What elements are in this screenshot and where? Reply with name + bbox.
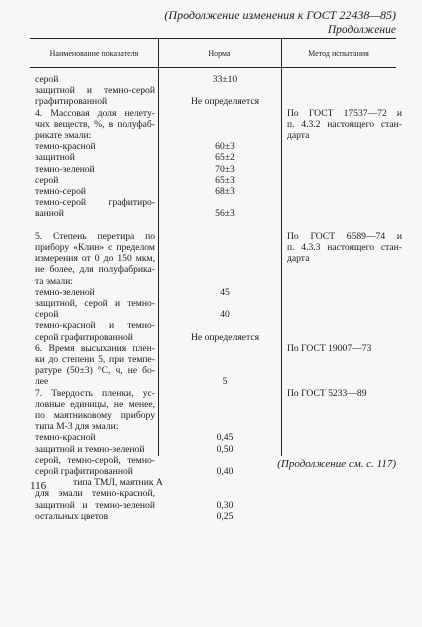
test-method: По ГОСТ 19007—73: [287, 342, 372, 354]
indicator-text: защитной и темно-серой: [35, 85, 155, 97]
norm-value: 0,25: [216, 510, 234, 522]
indicator-text: серой графитированной: [35, 466, 133, 477]
indicator-text: 6. Время высыхания плен-: [35, 342, 155, 354]
table-top-rule: [30, 38, 396, 39]
indicator-text: типа М-3 для эмали:: [35, 421, 119, 433]
column-header-method: Метод испытания: [308, 49, 369, 58]
continuation-label: Продолжение: [327, 24, 396, 36]
header-bottom-rule: [30, 67, 396, 68]
indicator-text: серой: [35, 174, 59, 186]
indicator-text: серой, темно-серой, темно-: [35, 454, 155, 466]
indicator-text: 5. Степень перетира по: [35, 230, 155, 242]
indicator-text: для эмали темно-красной,: [35, 488, 155, 500]
indicator-text: темно-зеленой: [35, 163, 95, 175]
indicator-text: 7. Твердость пленки, ус-: [35, 387, 155, 399]
indicator-text: типа ТМЛ, маятник А: [73, 477, 163, 489]
column-header-norm: Норма: [208, 49, 231, 58]
column-divider-1: [158, 38, 159, 456]
indicator-text: 4. Массовая доля нелету-: [35, 107, 155, 119]
norm-value: 5: [222, 376, 228, 388]
indicator-text: ловные единицы, не менее,: [35, 398, 155, 410]
indicator-text: темно-серой графитиро-: [35, 197, 155, 209]
norm-value: 40: [220, 309, 230, 321]
norm-value: Не определяется: [190, 96, 260, 108]
indicator-text: измерения от 0 до 150 мкм,: [35, 253, 155, 265]
test-method: п. 4.3.2 настоящего стан-: [287, 118, 402, 130]
test-method: По ГОСТ 17537—72 и: [287, 107, 402, 119]
indicator-text: защитной: [35, 152, 75, 164]
test-method: По ГОСТ 5233—89: [287, 387, 367, 399]
indicator-text: ратуре (50±3) °С, ч, не бо-: [35, 365, 155, 377]
norm-value: 68±3: [215, 186, 235, 197]
indicator-text: та эмали:: [35, 275, 73, 287]
indicator-text: темно-красной и темно-: [35, 320, 155, 332]
indicator-text: серой графитированной: [35, 331, 133, 343]
norm-value: Не определяется: [190, 331, 260, 343]
norm-value: 56±3: [215, 208, 235, 220]
indicator-text: серой: [35, 74, 59, 85]
test-method: дарта: [287, 130, 310, 141]
indicator-text: защитной и темно-зеленой: [35, 499, 155, 511]
norm-value: 65±2: [215, 152, 235, 164]
norm-value: 0,50: [216, 443, 234, 455]
indicator-text: чих веществ, %, в полуфаб-: [35, 118, 155, 130]
footer-continuation: (Продолжение см. с. 117): [277, 458, 396, 470]
indicator-text: по маятниковому прибору: [35, 410, 155, 421]
indicator-text: защитной и темно-зеленой: [35, 443, 145, 455]
indicator-text: лее: [35, 376, 49, 388]
indicator-text: темно-красной: [35, 432, 96, 444]
indicator-text: серой: [35, 309, 59, 321]
norm-value: 0,45: [216, 432, 234, 444]
indicator-text: не более, для полуфабрика-: [35, 264, 155, 276]
indicator-text: ванной: [35, 208, 64, 220]
test-method: По ГОСТ 6589—74 и: [287, 230, 402, 242]
test-method: дарта: [287, 253, 310, 265]
norm-value: 0,40: [216, 466, 234, 477]
running-header: (Продолжение изменения к ГОСТ 22438—85): [164, 8, 396, 22]
norm-value: 0,30: [216, 499, 234, 511]
indicator-text: темно-серой: [35, 186, 87, 197]
indicator-text: остальных цветов: [35, 510, 109, 522]
indicator-text: темно-красной: [35, 141, 96, 153]
indicator-text: темно-зеленой: [35, 286, 95, 298]
test-method: п. 4.3.3 настоящего стан-: [287, 242, 402, 253]
norm-value: 45: [220, 286, 230, 298]
column-header-indicator: Наименование показателя: [49, 49, 139, 58]
norm-value: 65±3: [215, 174, 235, 186]
norm-value: 60±3: [215, 141, 235, 153]
indicator-text: прибору «Клин» с пределом: [35, 242, 155, 253]
indicator-text: защитной, серой и темно-: [35, 298, 155, 309]
indicator-text: графитированной: [35, 96, 108, 108]
indicator-text: рикате эмали:: [35, 130, 92, 141]
norm-value: 33±10: [212, 74, 238, 85]
norm-value: 70±3: [215, 163, 235, 175]
indicator-text: ки до степени 5, при темпе-: [35, 354, 155, 365]
page-number: 116: [30, 480, 47, 492]
